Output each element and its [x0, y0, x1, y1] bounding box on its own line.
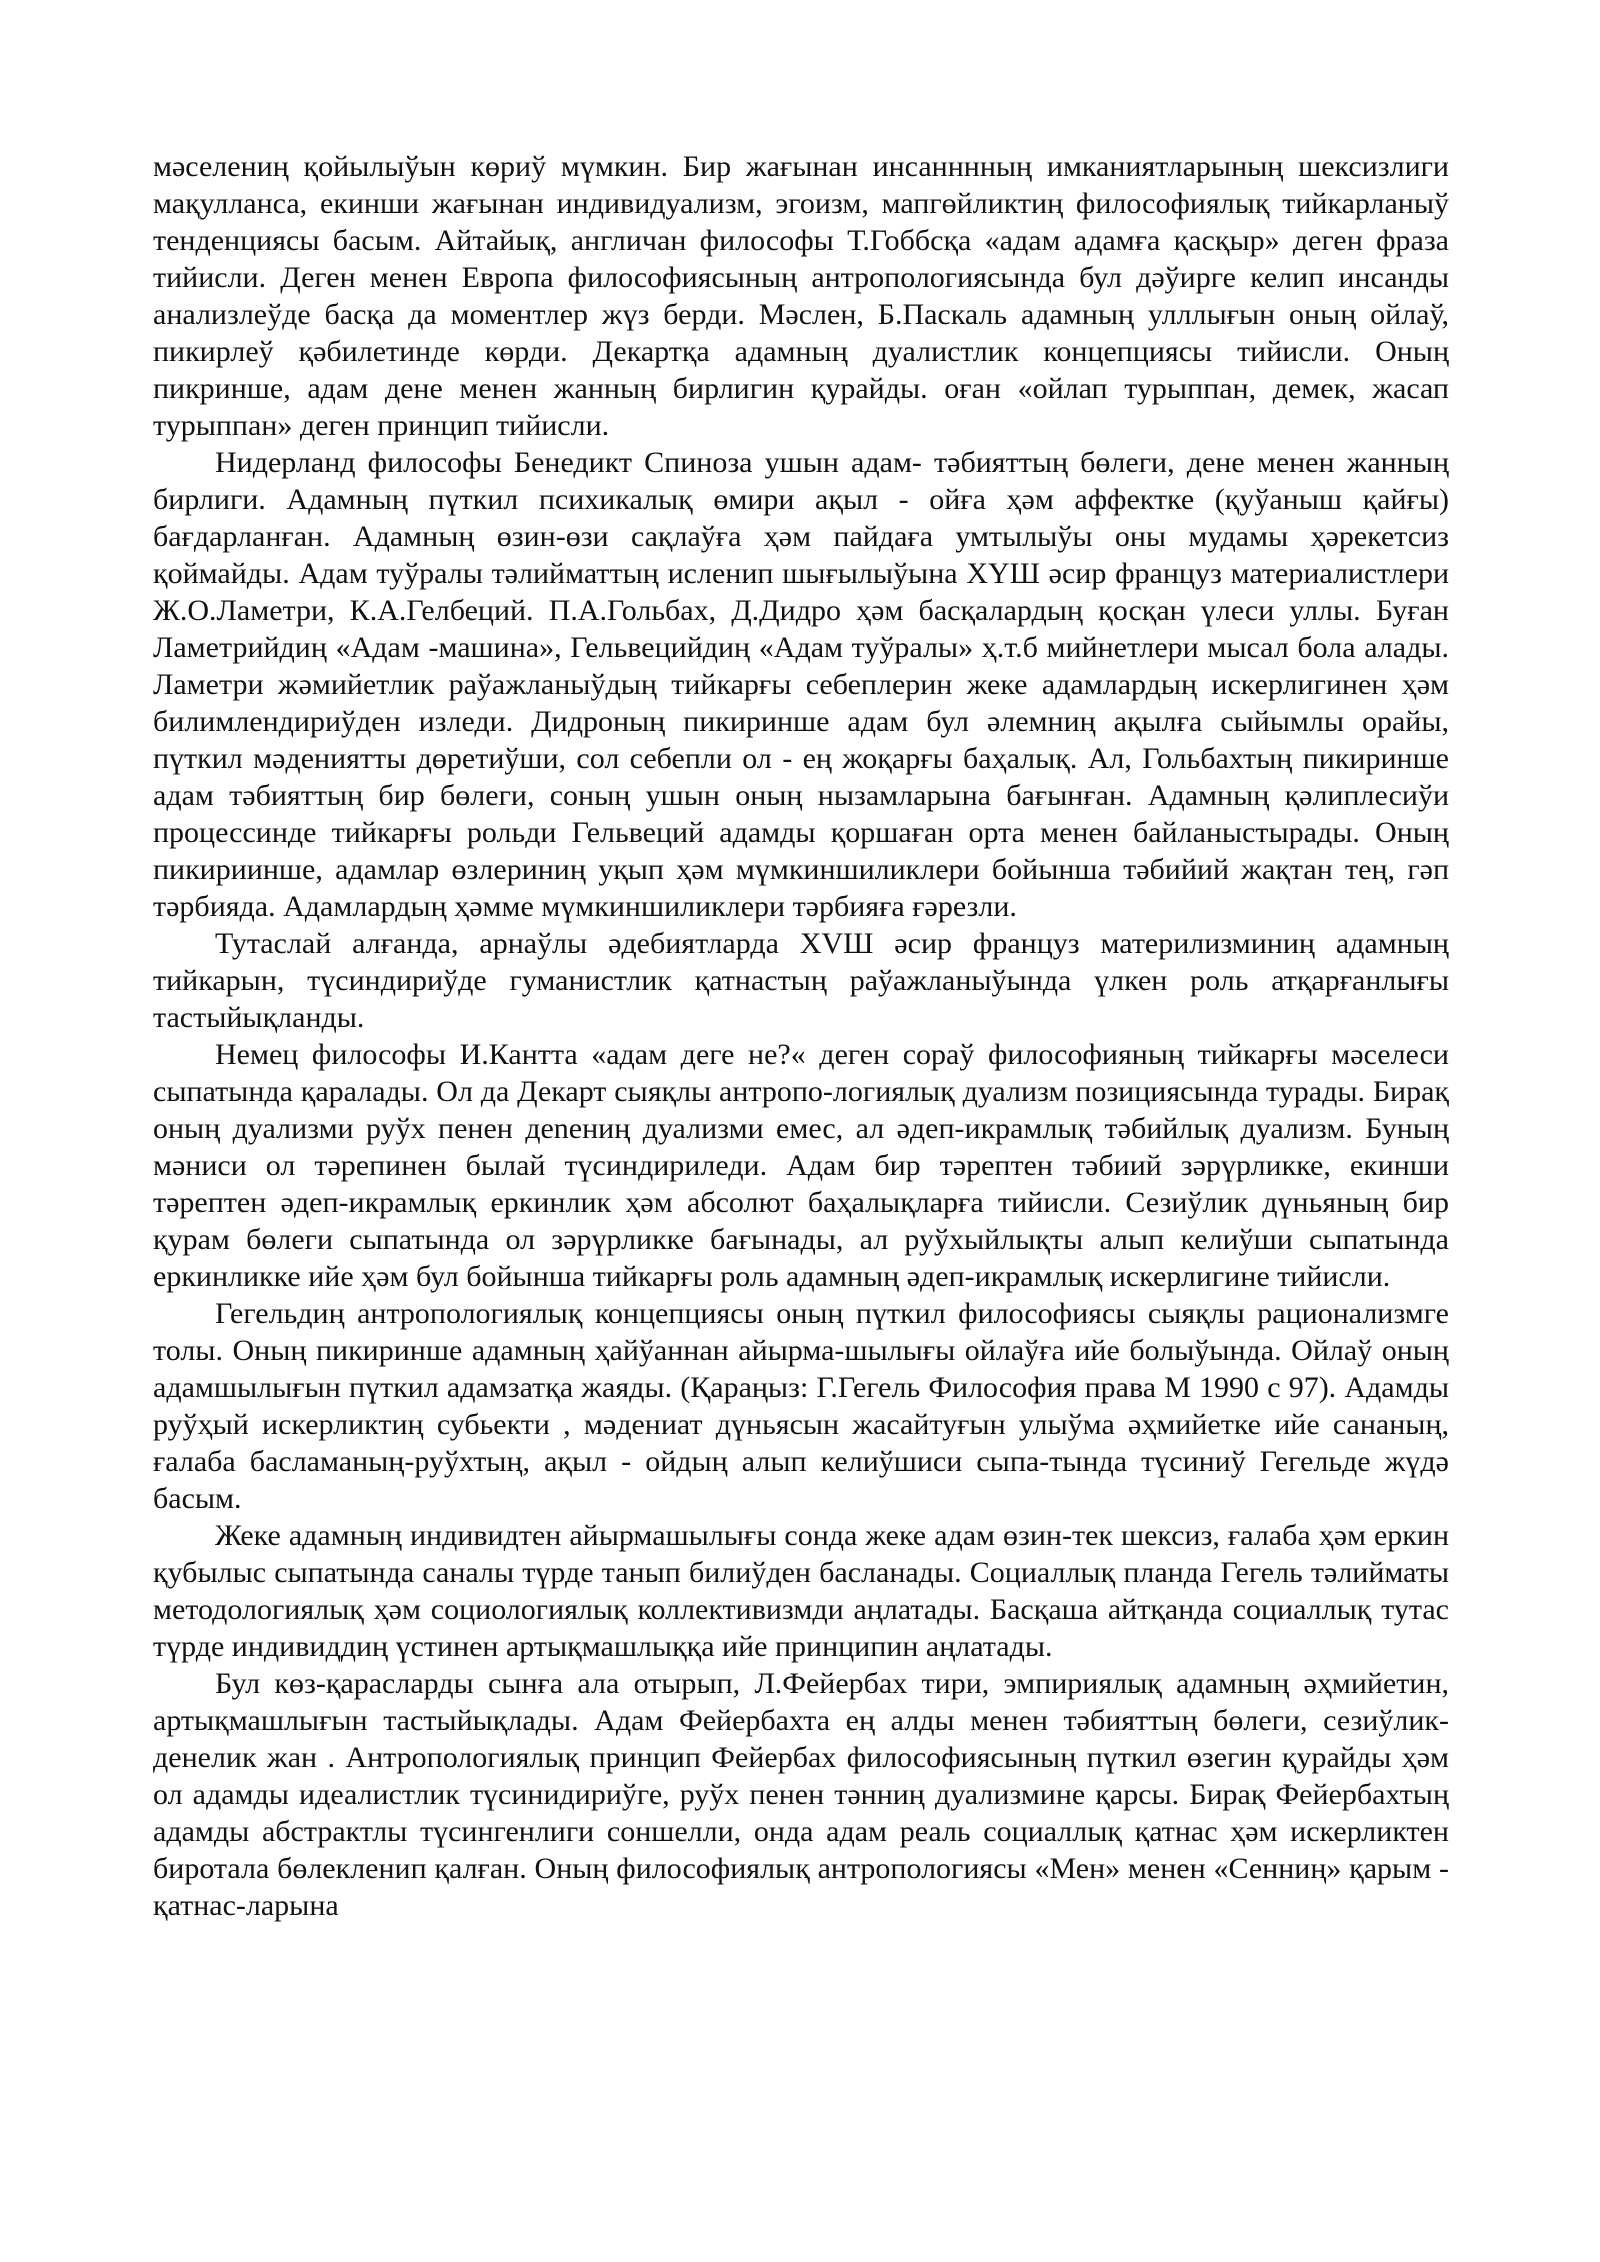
paragraph-4: Немец философы И.Кантта «адам деге не?« деген сораў философияның тийкарғы мәселеси сыпатында қаралады. Ол да Декарт сыяқлы антропо-логиялық дуализм позициясында турады. Бирақ оның дуализми руўх пенен дenениң дуализми емес, ал әдеп-икрамлық тәбийлық дуализм. Буның мәниси ол тәрепинен былай түсиндириледи. Адам бир тәрептен тәбиий зәрүрликке, екинши тәрептен әдеп-икрамлық еркинлик ҳәм абсолют баҳалықларға тийисли. Сезиўлик дүньяның бир қурам бөлеги сыпатында ол зәрүрликке бағынады, ал руўхыйлықты алып келиўши сыпатында еркинликке ийе ҳәм бул бойынша тийкарғы роль адамның әдеп-икрамлық искерлигине тийисли.	[153, 1038, 1449, 1293]
paragraph-3: Тутаслай алғанда, арнаўлы әдебиятларда ХVШ әсир француз материлизминиң адамның тийкарын, түсиндириўде гуманистлик қатнастың раўажланыўында үлкен роль атқарғанлығы тастыйықланды.	[153, 927, 1449, 1034]
document-page	[153, 148, 1449, 1924]
paragraph-1: мәселениң қойылыўын көриў мүмкин. Бир жағынан инсанннның имканиятларының шексизлиги мақулланса, екинши жағынан индивидуализм, эгоизм, мапгөйликтиң философиялық тийкарланыў тенденциясы басым. Айтайық, англичан философы Т.Гоббсқа «адам адамға қасқыр» деген фраза тийисли. Деген менен Европа философиясының антропологиясында бул дәўирге келип инсанды анализлеўде басқа да моментлер жүз берди. Мәслен, Б.Паскаль адамның улллығын оның ойлаў, пикирлеў қәбилетинде көрди. Декартқа адамның дуалистлик концепциясы тийисли. Оның пикринше, адам дене менен жанның бирлигин қурайды. оған «ойлап турыппан, демек, жасап турыппан» деген принцип тийисли.	[153, 150, 1449, 442]
paragraph-5: Гегельдиң антропологиялық концепциясы оның пүткил философиясы сыяқлы рационализмге толы. Оның пикиринше адамның ҳайўаннан айырма-шылығы ойлаўға ийе болыўында. Ойлаў оның адамшылығын пүткил адамзатқа жаяды. (Қараңыз: Г.Гегель Философия права М 1990 с 97). Адамды руўҳый искерликтиң субьекти , мәдениат дүньясын жасайтуғын улыўма әҳмийетке ийе сананың, ғалаба басламаның-руўхтың, ақыл - ойдың алып келиўшиси сыпа-тында түсиниў Гегельде жүдә басым.	[153, 1297, 1449, 1515]
paragraph-7: Бул көз-қарасларды сынға ала отырып, Л.Фейербах тири, эмпириялық адамның әҳмийетин, артықмашлығын тастыйықлады. Адам Фейербахта ең алды менен тәбияттың бөлеги, сезиўлик-денелик жан . Антропологиялық принцип Фейербах философиясының пүткил өзегин қурайды ҳәм ол адамды идеалистлик түсинидириўге, руўх пенен тәнниң дуализмине қарсы. Бирақ Фейербахтың адамды абстрактлы түсингенлиги соншелли, онда адам реаль социаллық қатнас ҳәм искерликтен биротала бөлекленип қалған. Оның философиялық антропологиясы «Мен» менен «Сенниң» қарым - қатнас-ларына	[153, 1667, 1449, 1922]
paragraph-2: Нидерланд философы Бенедикт Спиноза ушын адам- тәбияттың бөлеги, дене менен жанның бирлиги. Адамның пүткил психикалық өмири ақыл - ойға ҳәм аффектке (қуўаныш қайғы) бағдарланған. Адамның өзин-өзи сақлаўға ҳәм пайдаға умтылыўы оны мудамы ҳәрекетсиз қоймайды. Адам туўралы тәлийматтың исленип шығылыўына ХҮШ әсир француз материалистлери Ж.О.Ламетри, К.А.Гелбеций. П.А.Гольбах, Д.Дидро ҳәм басқалардың қосқан үлеси уллы. Буған Ламетрийдиң «Адам -машина», Гельвецийдиң «Адам туўралы» ҳ.т.б мийнетлери мысал бола алады. Ламетри жәмийетлик раўажланыўдың тийкарғы себеплерин жеке адамлардың искерлигинен ҳәм билимлендириўден изледи. Дидроның пикиринше адам бул әлемниң ақылға сыйымлы орайы, пүткил мәдениятты дөретиўши, сол себепли ол - ең жоқарғы баҳалық. Ал, Гольбахтың пикиринше адам тәбияттың бир бөлеги, соның ушын оның нызамларына бағынған. Адамның қәлиплесиўи процессинде тийкарғы рольди Гельвеций адамды қоршаған орта менен байланыстырады. Оның пикириинше, адамлар өзлериниң уқып ҳәм мүмкиншиликлери бойынша тәбийий жақтан тең, гәп тәрбияда. Адамлардың ҳәмме мүмкиншиликлери тәрбияға ғәрезли.	[153, 446, 1449, 923]
paragraph-6: Жеке адамның индивидтен айырмашылығы сонда жеке адам өзин-тек шексиз, ғалаба ҳәм еркин қубылыс сыпатында саналы түрде танып билиўден басланады. Социаллық планда Гегель тәлийматы методологиялық ҳәм социологиялық коллективизмди аңлатады. Басқаша айтқанда социаллық тутас түрде индивиддиң үстинен артықмашлыққа ийе принципин аңлатады.	[153, 1519, 1449, 1663]
